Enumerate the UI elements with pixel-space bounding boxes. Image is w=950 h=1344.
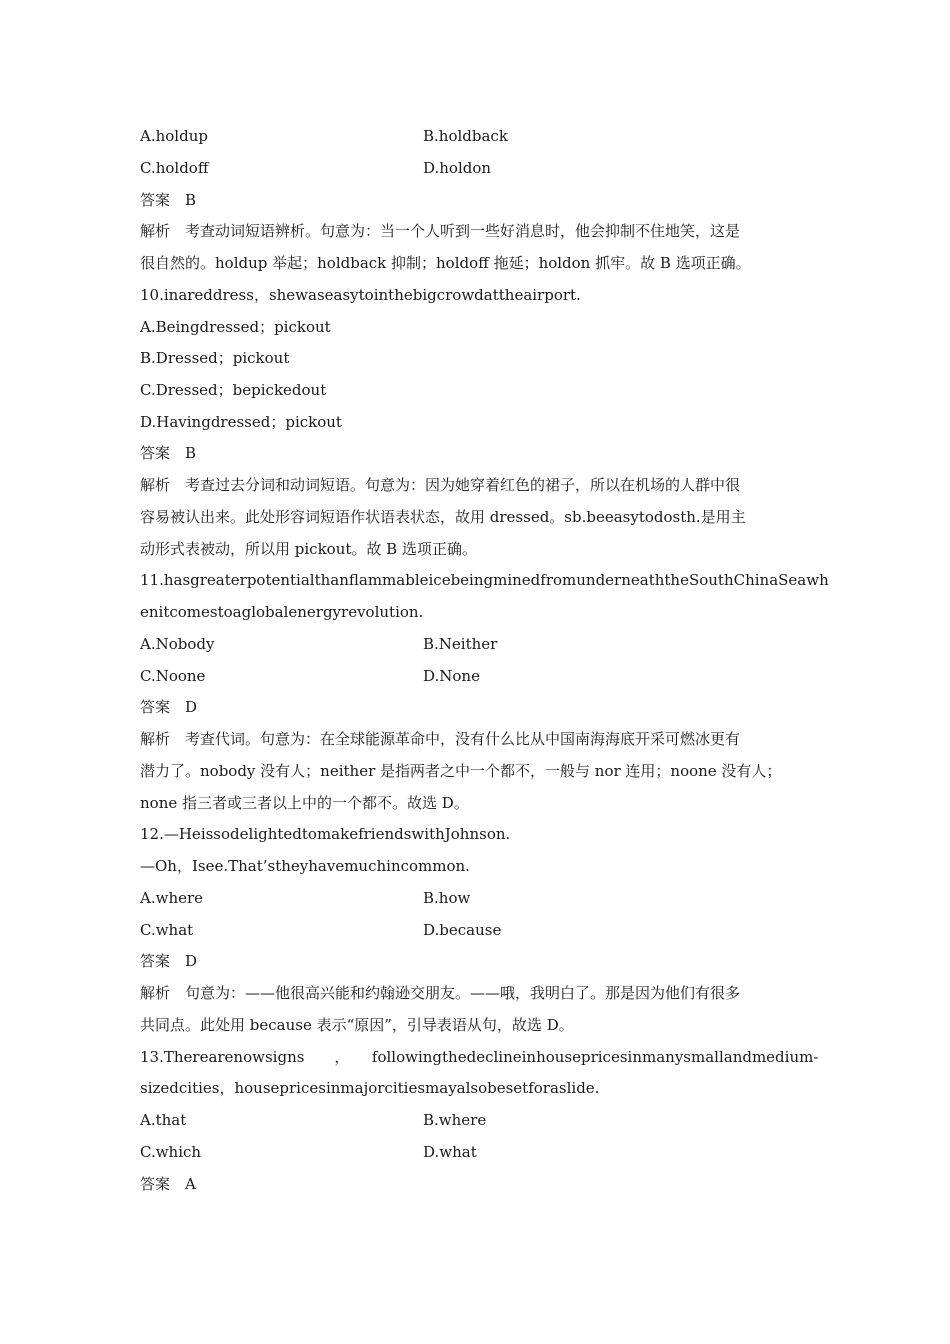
text-line: 答案 A (140, 1175, 196, 1193)
option-left: A.where (140, 889, 204, 907)
text-line: B.Dressed；pickout (140, 349, 290, 367)
text-line: 很自然的。holdup 举起；holdback 抑制；holdoff 拖延；holdon 抓牢。故 B 选项正确。 (140, 254, 751, 272)
text-line: 答案 D (140, 698, 198, 716)
text-line: sizedcities，housepricesinmajorcitiesmayalsobesetforaslide. (140, 1079, 600, 1097)
text-line: C.Dressed；bepickedout (140, 381, 327, 399)
text-line: 答案 B (140, 191, 197, 209)
option-left: C.what (140, 921, 194, 939)
text-line: none 指三者或三者以上中的一个都不。故选 D。 (140, 794, 469, 812)
text-line: 10.inareddress，shewaseasytointhebigcrowdattheairport. (140, 286, 581, 304)
option-left: A.Nobody (140, 635, 215, 653)
text-line: —Oh，Isee.That’stheyhavemuchincommon. (140, 857, 470, 875)
text-line: D.Havingdressed；pickout (140, 413, 342, 431)
text-line: 共同点。此处用 because 表示“原因”，引导表语从句，故选 D。 (140, 1016, 574, 1034)
text-line: A.Beingdressed；pickout (140, 318, 331, 336)
option-right: B.how (423, 889, 471, 907)
text-line: 解析 考查代词。句意为：在全球能源革命中，没有什么比从中国南海海底开采可燃冰更有 (140, 730, 741, 748)
option-right: D.None (423, 667, 480, 685)
text-line: 动形式表被动，所以用 pickout。故 B 选项正确。 (140, 540, 477, 558)
option-left: C.holdoff (140, 159, 209, 177)
text-line: 13.Therearenowsigns ， followingthedeclineinhousepricesinmanysmallandmedium- (140, 1048, 819, 1066)
text-line: 解析 句意为：——他很高兴能和约翰逊交朋友。——哦，我明白了。那是因为他们有很多 (140, 984, 741, 1002)
option-right: D.what (423, 1143, 477, 1161)
option-left: C.Noone (140, 667, 206, 685)
text-line: enitcomestoaglobalenergyrevolution. (140, 603, 424, 621)
text-line: 解析 考查过去分词和动词短语。句意为：因为她穿着红色的裙子，所以在机场的人群中很 (140, 476, 741, 494)
text-line: 答案 B (140, 444, 197, 462)
option-left: A.holdup (140, 127, 208, 145)
option-left: C.which (140, 1143, 202, 1161)
text-line: 答案 D (140, 952, 198, 970)
option-right: B.holdback (423, 127, 508, 145)
text-line: 潜力了。nobody 没有人；neither 是指两者之中一个都不，一般与 nor 连用；noone 没有人； (140, 762, 782, 780)
text-line: 容易被认出来。此处形容词短语作状语表状态，故用 dressed。sb.beeasytodosth.是用主 (140, 508, 746, 526)
option-right: D.holdon (423, 159, 492, 177)
option-right: D.because (423, 921, 502, 939)
option-right: B.Neither (423, 635, 498, 653)
text-line: 解析 考查动词短语辨析。句意为：当一个人听到一些好消息时，他会抑制不住地笑，这是 (140, 222, 741, 240)
text-line: 12.—HeissodelightedtomakefriendswithJohnson. (140, 825, 511, 843)
text-line: 11.hasgreaterpotentialthanflammableicebeingminedfromunderneaththeSouthChinaSeawh (140, 571, 829, 589)
option-left: A.that (140, 1111, 187, 1129)
option-right: B.where (423, 1111, 487, 1129)
